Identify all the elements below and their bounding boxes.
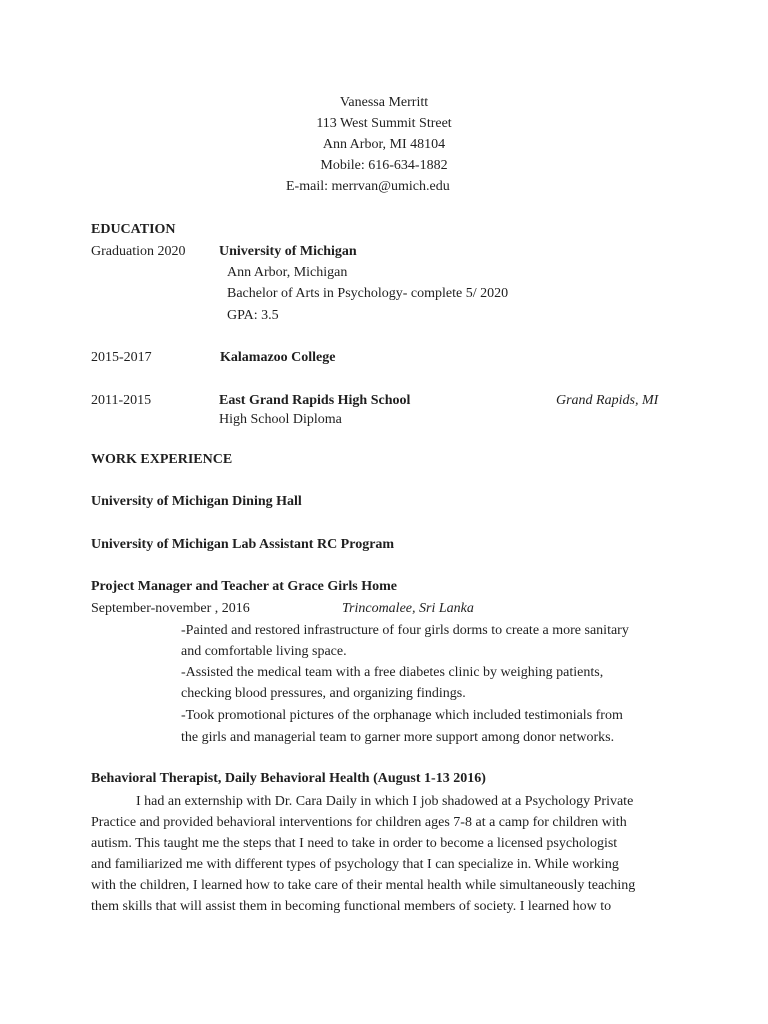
- job-bullet-line: and comfortable living space.: [181, 644, 347, 659]
- job-bullet-line: checking blood pressures, and organizing findings.: [181, 686, 466, 701]
- education-detail: GPA: 3.5: [227, 308, 279, 323]
- job-paragraph-line: Practice and provided behavioral interventions for children ages 7-8 at a camp for children with: [91, 815, 627, 830]
- education-school: Kalamazoo College: [220, 350, 336, 365]
- education-date: 2015-2017: [91, 350, 152, 365]
- education-detail: Ann Arbor, Michigan: [227, 265, 348, 280]
- email-address: E-mail: merrvan@umich.edu: [286, 179, 450, 194]
- job-title: Project Manager and Teacher at Grace Girls Home: [91, 579, 397, 594]
- address-street: 113 West Summit Street: [316, 116, 452, 131]
- job-title: Behavioral Therapist, Daily Behavioral Health (August 1-13 2016): [91, 771, 486, 786]
- education-detail: High School Diploma: [219, 412, 342, 427]
- address-city: Ann Arbor, MI 48104: [322, 137, 446, 152]
- education-heading: EDUCATION: [91, 222, 176, 237]
- job-date: September-november , 2016: [91, 601, 250, 616]
- education-detail: Bachelor of Arts in Psychology- complete 5/ 2020: [227, 286, 509, 301]
- job-paragraph-line: autism. This taught me the steps that I need to take in order to become a licensed psychologist: [91, 836, 618, 851]
- resume-name: Vanessa Merritt: [339, 95, 429, 110]
- education-date: Graduation 2020: [91, 244, 186, 259]
- work-experience-heading: WORK EXPERIENCE: [91, 452, 233, 467]
- mobile-number: Mobile: 616-634-1882: [320, 158, 448, 173]
- job-title: University of Michigan Dining Hall: [91, 494, 302, 509]
- job-title: University of Michigan Lab Assistant RC Program: [91, 537, 395, 552]
- job-bullet-line: -Assisted the medical team with a free diabetes clinic by weighing patients,: [181, 665, 604, 680]
- job-paragraph-line: with the children, I learned how to take care of their mental health while simultaneously teaching: [91, 878, 636, 893]
- job-paragraph-line: and familiarized me with different types of psychology that I can specialize in. While working: [91, 857, 619, 872]
- job-bullet-line: the girls and managerial team to garner more support among donor networks.: [181, 730, 615, 745]
- job-paragraph-line: them skills that will assist them in becoming functional members of society. I learned how to: [91, 899, 612, 914]
- education-school: University of Michigan: [219, 244, 357, 259]
- education-location: Grand Rapids, MI: [556, 393, 659, 408]
- job-bullet-line: -Took promotional pictures of the orphanage which included testimonials from: [181, 708, 623, 723]
- job-bullet-line: -Painted and restored infrastructure of four girls dorms to create a more sanitary: [181, 623, 629, 638]
- job-location: Trincomalee, Sri Lanka: [342, 601, 474, 616]
- education-date: 2011-2015: [91, 393, 152, 408]
- education-school: East Grand Rapids High School: [219, 393, 411, 408]
- job-paragraph-line: I had an externship with Dr. Cara Daily in which I job shadowed at a Psychology Private: [136, 794, 634, 809]
